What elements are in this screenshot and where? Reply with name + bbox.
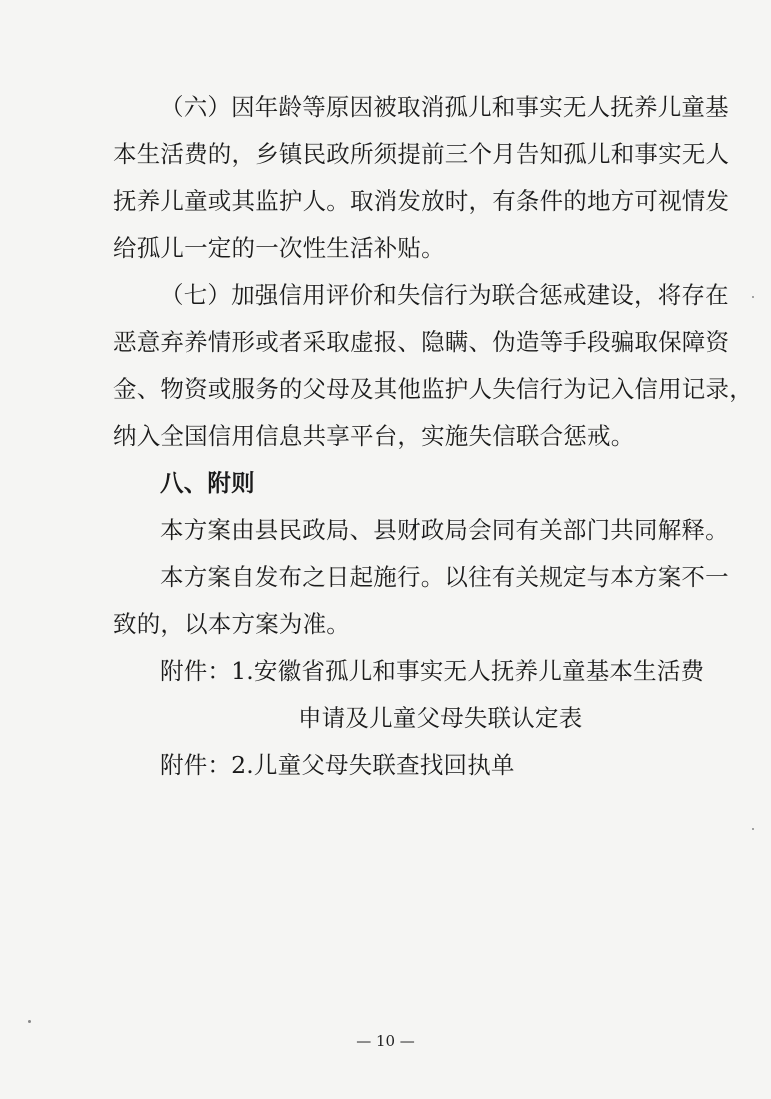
- paragraph-6-line-4: 给孤儿一定的一次性生活补贴。: [113, 234, 445, 262]
- attachment-2: 附件：2.儿童父母失联查找回执单: [160, 751, 515, 779]
- paragraph-7-line-2: 恶意弃养情形或者采取虚报、隐瞒、伪造等手段骗取保障资: [113, 328, 730, 356]
- paragraph-6-line-2: 本生活费的，乡镇民政所须提前三个月告知孤儿和事实无人: [113, 140, 730, 168]
- section-8-heading: 八、附则: [160, 469, 255, 497]
- scan-speck: [752, 296, 754, 298]
- interpretation-line: 本方案由县民政局、县财政局会同有关部门共同解释。: [160, 516, 729, 544]
- attachment-1-line-1: 附件：1.安徽省孤儿和事实无人抚养儿童基本生活费: [160, 657, 705, 685]
- paragraph-6-line-3: 抚养儿童或其监护人。取消发放时，有条件的地方可视情发: [113, 187, 730, 215]
- paragraph-7-line-4: 纳入全国信用信息共享平台，实施失信联合惩戒。: [113, 422, 635, 450]
- attachment-1-line-2: 申请及儿童父母失联认定表: [298, 704, 583, 732]
- paragraph-7-line-1: （七）加强信用评价和失信行为联合惩戒建设，将存在: [160, 281, 729, 309]
- paragraph-7-line-3: 金、物资或服务的父母及其他监护人失信行为记入信用记录，: [113, 375, 753, 403]
- scan-speck: [752, 828, 754, 830]
- effective-line-2: 致的，以本方案为准。: [113, 610, 350, 638]
- effective-line-1: 本方案自发布之日起施行。以往有关规定与本方案不一: [160, 563, 729, 591]
- paragraph-6-line-1: （六）因年龄等原因被取消孤儿和事实无人抚养儿童基: [160, 93, 729, 121]
- page-number: — 10 —: [356, 1032, 415, 1050]
- scan-speck: [28, 1020, 31, 1023]
